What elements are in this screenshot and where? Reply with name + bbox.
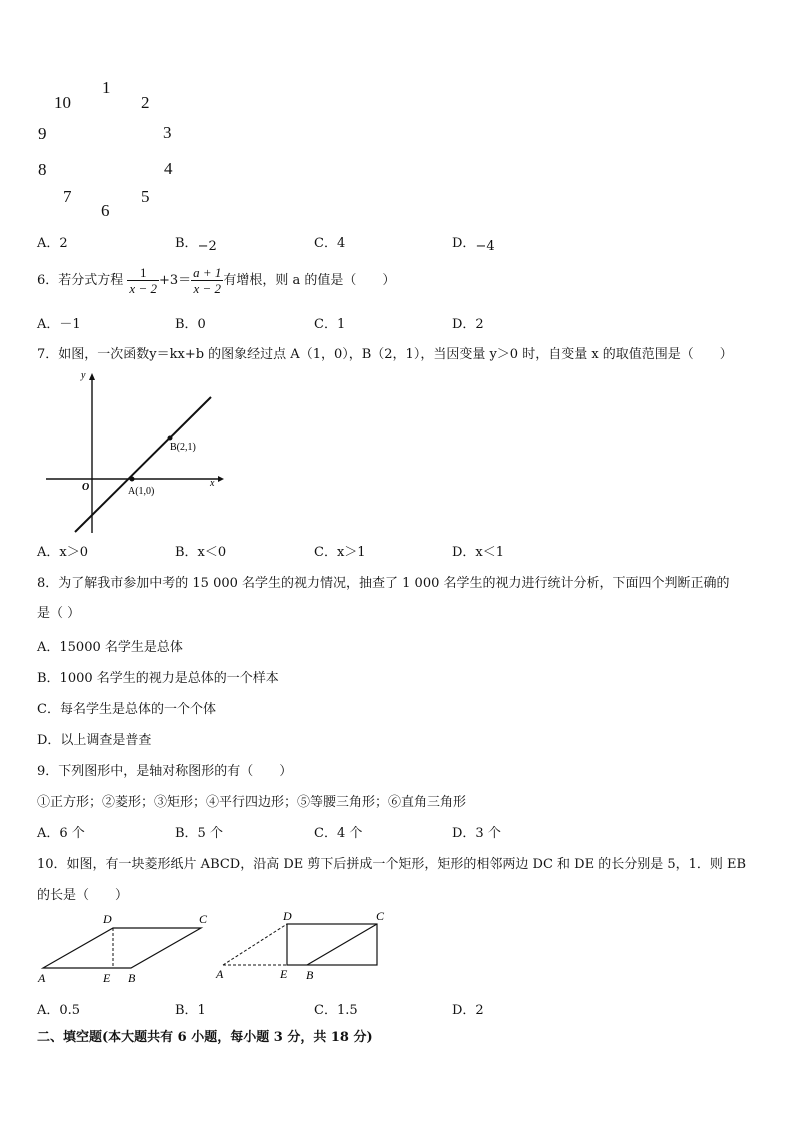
y-axis-label: y	[81, 370, 86, 381]
option-c[interactable]: C．1.5	[314, 1003, 358, 1018]
option-letter: B．	[175, 236, 198, 251]
rhombus-figure	[34, 908, 234, 988]
dial-number: 9	[38, 124, 47, 143]
label-a: A	[38, 971, 46, 985]
point-b-label: B(2,1)	[170, 442, 196, 453]
q6-mid: +3＝	[158, 273, 192, 288]
x-axis-arrow	[218, 476, 224, 482]
option-d[interactable]: D．以上调查是普查	[37, 733, 152, 748]
option-c[interactable]: C．每名学生是总体的一个个体	[37, 702, 216, 717]
label-b: B	[306, 968, 314, 982]
question-7-stem: 7．如图，一次函数y＝kx+b 的图象经过点 A（1，0），B（2，1），当因变量 y＞0 时，自变量 x 的取值范围是（ ）	[37, 347, 733, 362]
label-c: C	[376, 909, 385, 923]
label-d: D	[103, 912, 112, 926]
y-axis-arrow	[89, 373, 95, 380]
q6-suffix: 有增根，则 a 的值是（ ）	[223, 273, 396, 288]
option-value: −4	[475, 239, 495, 254]
option-c[interactable]: C．4 个	[314, 826, 363, 841]
x-axis-label: x	[210, 478, 215, 489]
question-6-stem	[37, 265, 395, 296]
q6-prefix: 6．若分式方程	[37, 273, 124, 288]
option-b[interactable]	[175, 232, 217, 254]
dial-number: 3	[163, 123, 172, 142]
dial-number: 6	[101, 201, 110, 220]
option-a[interactable]: A．2	[37, 236, 68, 251]
dial-number: 5	[141, 187, 150, 206]
point-a	[130, 477, 135, 482]
diagonal-cut	[307, 924, 377, 965]
dial-number: 1	[102, 78, 111, 97]
option-a[interactable]: A．15000 名学生是总体	[37, 640, 183, 655]
section-2-heading: 二、填空题(本大题共有 6 小题，每小题 3 分，共 18 分)	[37, 1030, 373, 1045]
dial-number: 8	[38, 160, 47, 179]
option-letter: D．	[452, 236, 476, 251]
question-8-stem-line1: 8．为了解我市参加中考的 15 000 名学生的视力情况，抽查了 1 000 名学生的视力进行统计分析，下面四个判断正确的	[37, 576, 730, 591]
label-d: D	[283, 909, 292, 923]
option-value: −2	[197, 239, 217, 254]
linear-function-graph	[40, 368, 230, 538]
option-b[interactable]: B．1000 名学生的视力是总体的一个样本	[37, 671, 279, 686]
dashed-ad	[223, 924, 287, 965]
label-a: A	[216, 967, 224, 981]
option-b[interactable]: B．1	[175, 1003, 206, 1018]
option-c[interactable]: C．4	[314, 236, 346, 251]
question-10-stem-line2: 的长是（ ）	[37, 888, 129, 903]
point-a-label: A(1,0)	[128, 486, 155, 497]
option-b[interactable]: B．0	[175, 317, 206, 332]
option-a[interactable]: A．6 个	[37, 826, 85, 841]
option-c[interactable]: C．x＞1	[314, 545, 366, 560]
option-d[interactable]	[452, 232, 495, 254]
option-c[interactable]: C．1	[314, 317, 346, 332]
numerator: a + 1	[193, 265, 222, 280]
origin-label: O	[82, 482, 90, 493]
option-d[interactable]: D．2	[452, 317, 484, 332]
option-a[interactable]: A．x＞0	[37, 545, 88, 560]
dial-number: 7	[63, 187, 72, 206]
rectangle-figure	[210, 906, 400, 986]
option-d[interactable]: D．x＜1	[452, 545, 505, 560]
option-a[interactable]: A．0.5	[37, 1003, 81, 1018]
function-line	[75, 397, 211, 532]
dial-number: 2	[141, 93, 150, 112]
question-10-stem-line1: 10．如图，有一块菱形纸片 ABCD，沿高 DE 剪下后拼成一个矩形，矩形的相邻两边 DC 和 DE 的长分别是 5，1．则 EB	[37, 857, 747, 872]
denominator: x − 2	[129, 281, 157, 296]
question-9-stem: 9．下列图形中，是轴对称图形的有（ ）	[37, 764, 293, 779]
option-b[interactable]: B．x＜0	[175, 545, 227, 560]
label-e: E	[103, 971, 111, 985]
dial-number: 4	[164, 159, 173, 178]
fraction	[191, 265, 223, 296]
option-a[interactable]: A．－1	[37, 317, 81, 332]
rhombus-abcd	[43, 928, 201, 968]
option-d[interactable]: D．2	[452, 1003, 484, 1018]
label-c: C	[199, 912, 208, 926]
label-e: E	[280, 967, 288, 981]
numerator: 1	[127, 265, 159, 281]
denominator: x − 2	[193, 281, 222, 296]
question-9-shape-list: ①正方形；②菱形；③矩形；④平行四边形；⑤等腰三角形；⑥直角三角形	[37, 795, 467, 810]
fraction	[127, 265, 159, 296]
option-d[interactable]: D．3 个	[452, 826, 501, 841]
dial-number: 10	[54, 93, 71, 112]
option-b[interactable]: B．5 个	[175, 826, 223, 841]
point-b	[168, 436, 173, 441]
rectangle	[287, 924, 377, 965]
label-b: B	[128, 971, 136, 985]
question-8-stem-line2: 是（ ）	[37, 606, 81, 621]
